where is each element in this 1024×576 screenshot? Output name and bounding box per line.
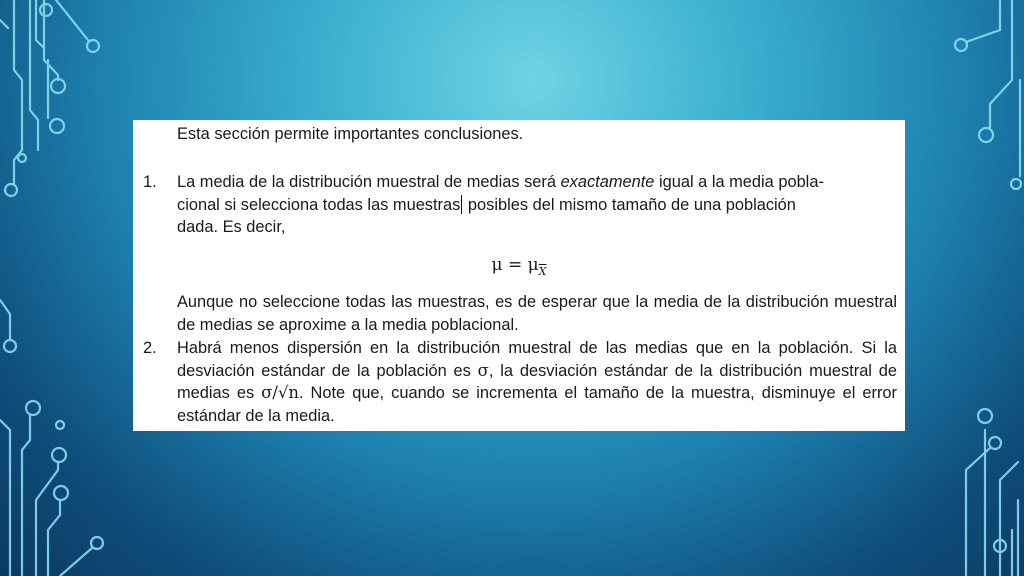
item-1-paragraph bbox=[177, 171, 897, 239]
item-1-text-c: cional si selecciona todas las muestras bbox=[177, 195, 461, 214]
formula-subscript: X bbox=[538, 265, 547, 278]
item-2-paragraph bbox=[177, 337, 897, 427]
item-1-followup: Aunque no seleccione todas las muestras, es de esperar que la media de la distribución muestral de medias se aproxime a la media poblacional. bbox=[177, 293, 897, 334]
standard-error-formula: σ/√n bbox=[261, 383, 299, 403]
item-2-text-b: , la desviación estándar de la distribución muestral de medias es bbox=[177, 361, 898, 403]
item-1-text-b: igual a la media pobla- bbox=[654, 173, 824, 191]
textbook-excerpt bbox=[133, 120, 905, 431]
item-number-1: 1. bbox=[143, 173, 157, 191]
item-1-text-d: posibles del mismo tamaño de una población bbox=[463, 195, 796, 214]
item-2-text-a: Habrá menos dispersión en la distribución muestral de las medias que en la población. Si la desviación estándar de la población es bbox=[177, 339, 897, 380]
formula-main: μ = μ bbox=[491, 255, 539, 275]
sigma-symbol: σ bbox=[477, 360, 489, 380]
item-1-emphasis: exactamente bbox=[560, 173, 655, 191]
item-2-text-c: . Note que, cuando se incrementa el tamaño de la muestra, disminuye el error estándar de la media. bbox=[177, 384, 897, 425]
item-1-text-a: La media de la distribución muestral de medias será bbox=[177, 173, 561, 191]
item-number-2: 2. bbox=[143, 339, 157, 357]
item-1-text-e: dada. Es decir, bbox=[177, 218, 286, 237]
intro-text: Esta sección permite importantes conclusiones. bbox=[177, 125, 524, 143]
mean-formula bbox=[133, 254, 905, 279]
